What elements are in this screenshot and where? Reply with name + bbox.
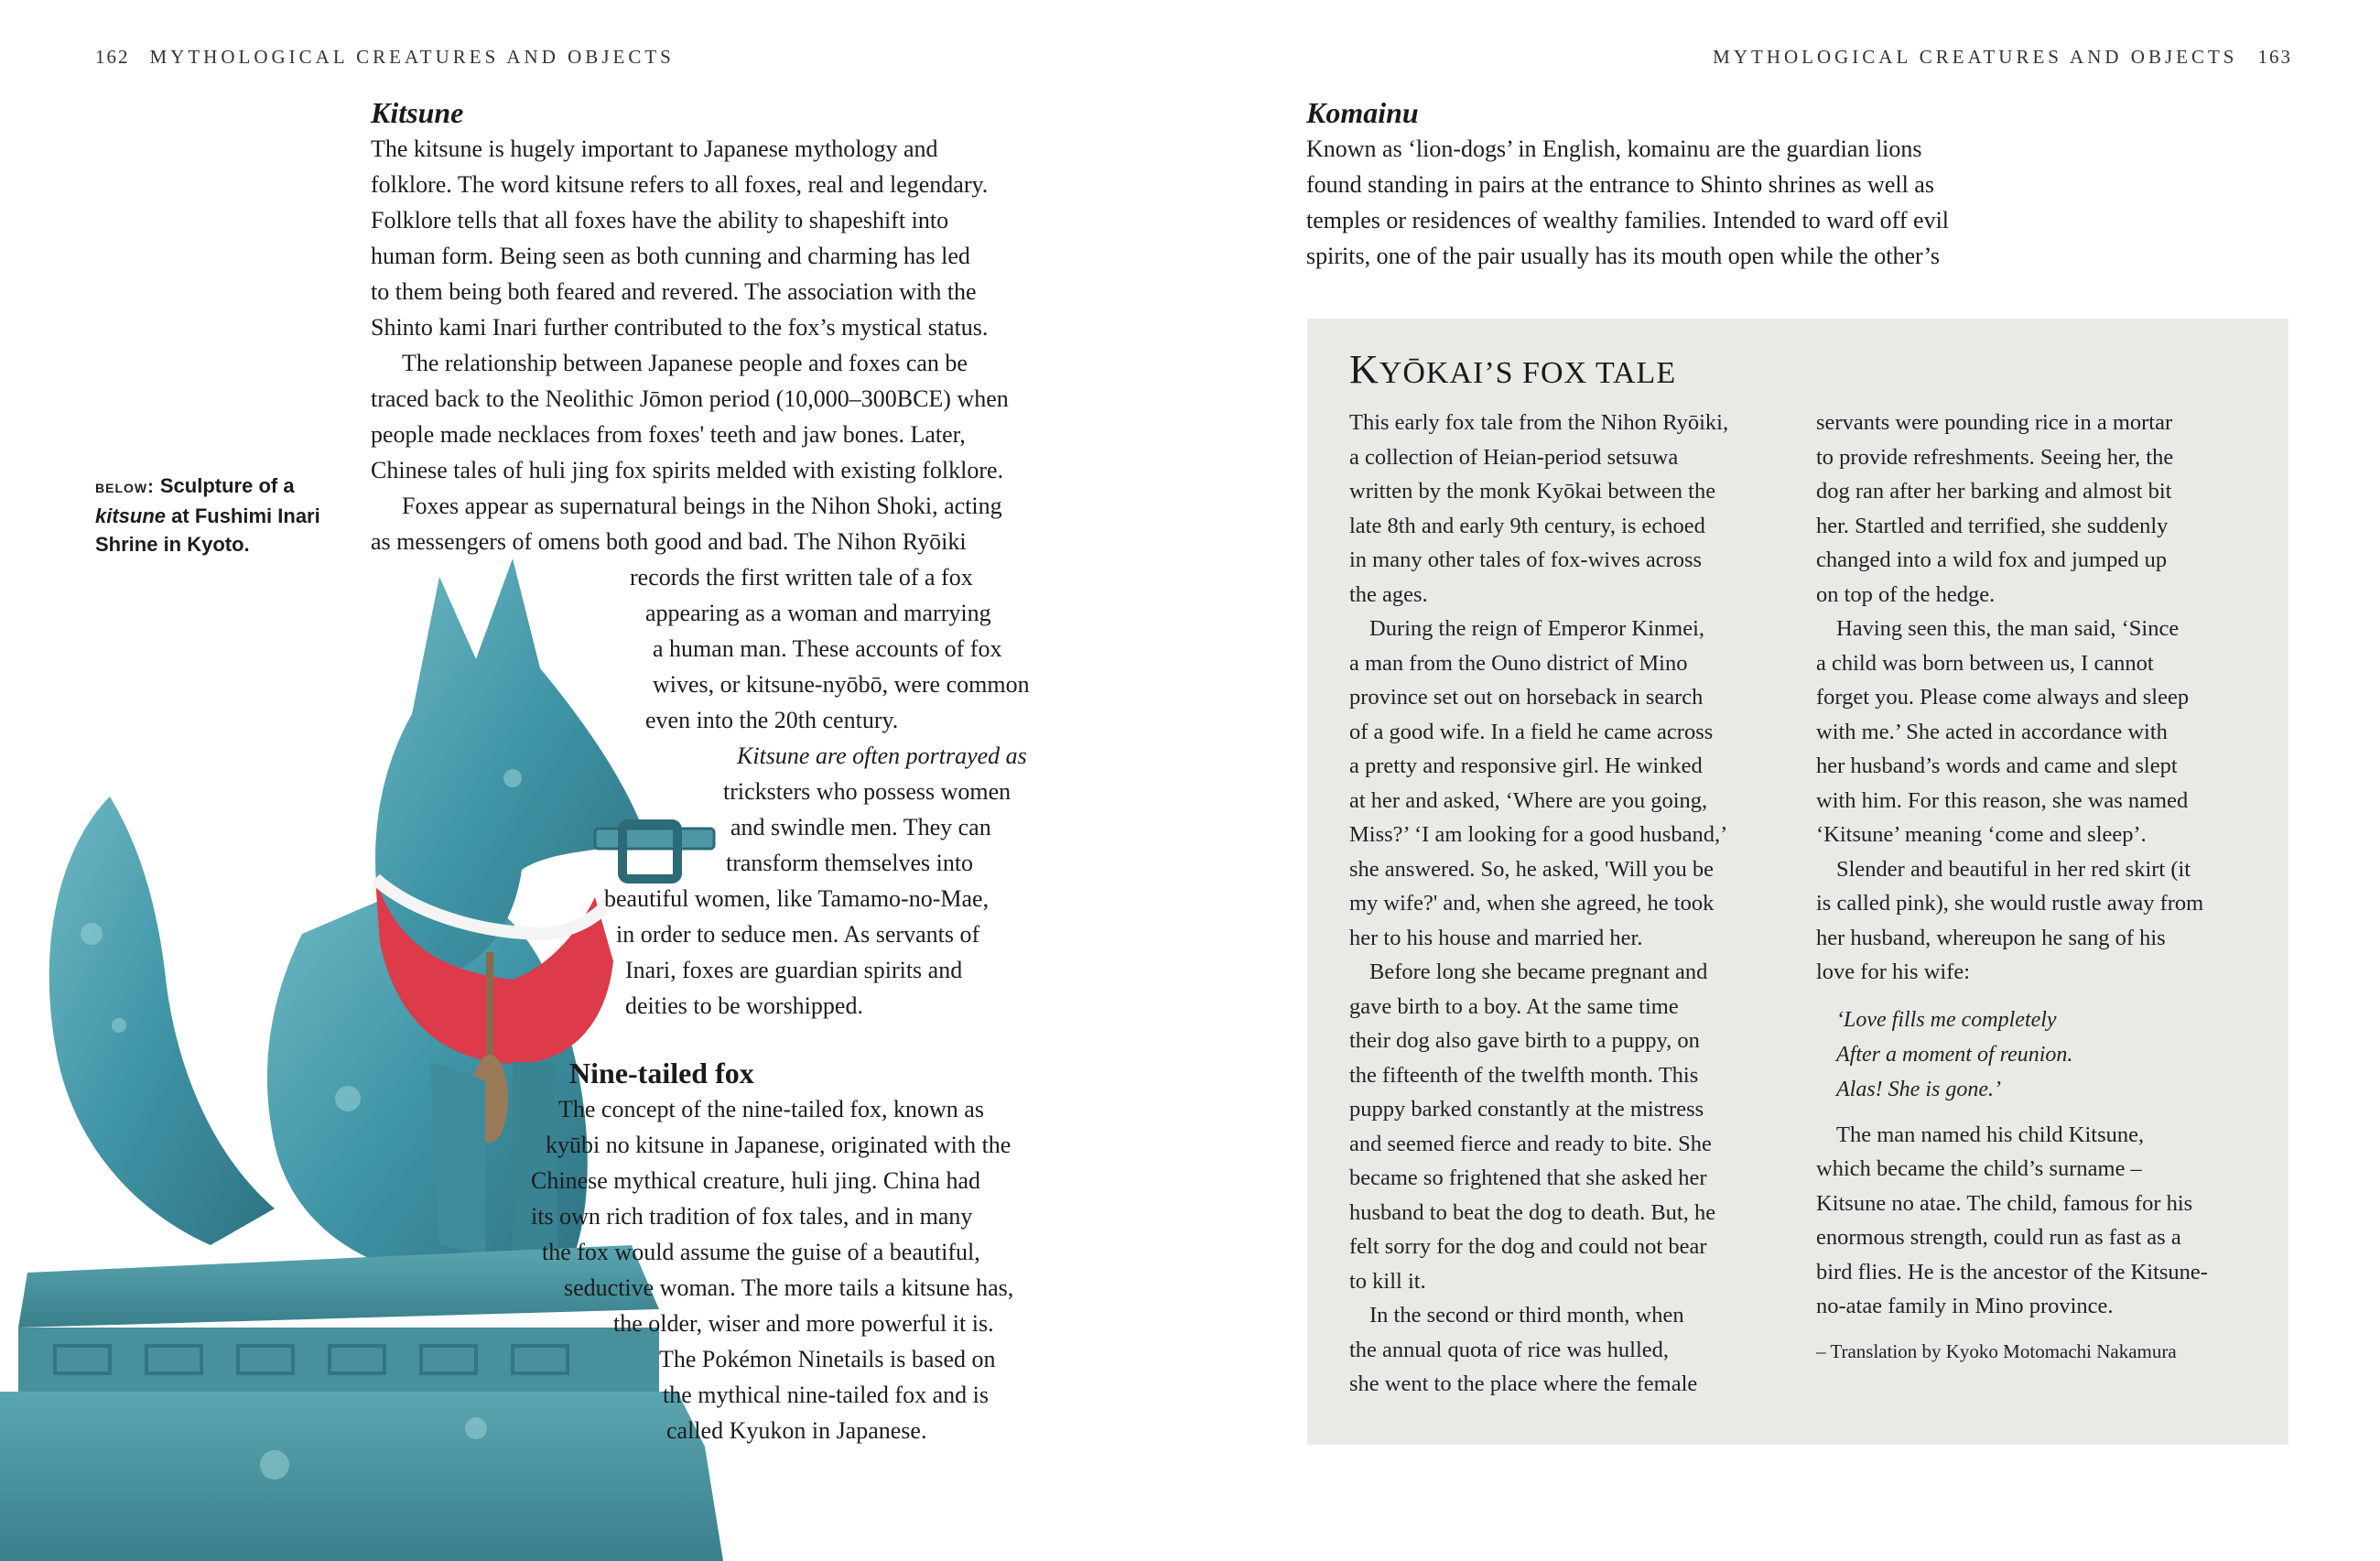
running-head-left (95, 46, 675, 69)
translation-credit: – Translation by Kyoko Motomachi Nakamura (1816, 1339, 2177, 1362)
kitsune-body: The kitsune is hugely important to Japanese mythology and folklore. The word kitsune refers to all foxes, real and legendary. Folklore tells that all foxes have the ability to shapeshift into human form. Being seen as both cunning and charming has led to them being both feared and revered. The association with the Shinto kami Inari further contributed to the fox’s mystical status. The relationship between Japanese people and foxes can be traced back to the Neolithic Jōmon period (10,000–300BCE) when people made necklaces from foxes' teeth and jaw bones. Later, Chinese tales of huli jing fox spirits melded with existing folklore. Foxes appear as supernatural beings in the Nihon Shoki, acting as messengers of omens both good and bad. The Nihon Ryōiki records the first written tale of a fox appearing as a woman and marrying a human man. These accounts of fox wives, or kitsune-nyōbō, were common even into the 20th century. Kitsune are often portrayed as tricksters who possess women and swindle men. They can transform themselves into beautiful women, like Tamamo-no-Mae, in order to seduce men. As servants of Inari, foxes are guardian spirits and deities to be worshipped. (371, 136, 1030, 1019)
page-number-left: 162 (95, 46, 130, 68)
nine-tailed-fox-heading: Nine-tailed fox (569, 1057, 754, 1089)
kitsune-heading: Kitsune (371, 96, 464, 129)
running-head-right (1713, 46, 2292, 69)
running-title-left: MYTHOLOGICAL CREATURES AND OBJECTS (149, 46, 675, 68)
nine-tailed-fox-body: The concept of the nine-tailed fox, known as kyūbi no kitsune in Japanese, originated with the Chinese mythical creature, huli jing. China had its own rich tradition of fox tales, and in many the fox would assume the guise of a beautiful, seductive woman. The more tails a kitsune has, the older, wiser and more powerful it is. The Pokémon Ninetails is based on the mythical nine-tailed fox and is called Kyukon in Japanese. (531, 1096, 1014, 1444)
figure-caption: below: Sculpture of a kitsune at Fushimi Inari Shrine in Kyoto. (95, 474, 320, 556)
nine-tailed-fox-section (531, 1055, 1098, 1448)
sidebar-column-right: servants were pounding rice in a mortar to provide refreshments. Seeing her, the dog ran after her barking and almost bit her. Startled and terrified, she suddenly changed into a wild fox and jumped up on top of the hedge. Having seen this, the man said, ‘Since a child was born between us, I cannot forget you. Please come always and sleep with me.’ She acted in accordance with her husband’s words and came and slept with him. For this reason, she was named ‘Kitsune’ meaning ‘come and sleep’. Slender and beautiful in her red skirt (it is called pink), she would rustle away from her husband, whereupon he sang of his love for his wife: ‘Love fills me completely After a moment of reunion. Alas! She is gone.’ The man named his child Kitsune, which became the child’s surname – Kitsune no atae. The child, famous for his enormous strength, could run as fast as a bird flies. He is the ancestor of the Kitsune- no-atae family in Mino province. – Translation by Kyoko Motomachi Nakamura (1816, 406, 2274, 1368)
poem-verse: ‘Love fills me completely After a moment of reunion. Alas! She is gone.’ (1836, 1007, 2073, 1101)
komainu-section (1306, 94, 2057, 274)
sidebar-column-left: This early fox tale from the Nihon Ryōiki, a collection of Heian-period setsuwa written by the monk Kyōkai between the late 8th and early 9th century, is echoed in many other tales of fox-wives across the ages. During the reign of Emperor Kinmei, a man from the Ouno district of Mino province set out on horseback in search of a good wife. In a field he came across a pretty and responsive girl. He winked at her and asked, ‘Where are you going, Miss?’ ‘I am looking for a good husband,’ she answered. So, he asked, 'Will you be my wife?' and, when she agreed, he took her to his house and married her. Before long she became pregnant and gave birth to a boy. At the same time their dog also gave birth to a puppy, on the fifteenth of the twelfth month. This puppy barked constantly at the mistress and seemed fierce and ready to bite. She became so frightened that she asked her husband to beat the dog to death. But, he felt sorry for the dog and could not bear to kill it. In the second or third month, when the annual quota of rice was hulled, she went to the place where the female (1349, 410, 1729, 1396)
komainu-body: Known as ‘lion-dogs’ in English, komainu are the guardian lions found standing in pairs at the entrance to Shinto shrines as well as temples or residences of wealthy families. Intended to ward off evil spirits, one of the pair usually has its mouth open while the other’s (1306, 136, 1950, 269)
sidebar-title: KYŌKAI’S FOX TALE (1349, 347, 1677, 392)
fox-tale-sidebar (1307, 319, 2288, 1445)
caption-lead: below: (95, 477, 155, 497)
running-title-right: MYTHOLOGICAL CREATURES AND OBJECTS (1713, 46, 2238, 68)
komainu-heading: Komainu (1306, 96, 1419, 129)
kitsune-section (371, 94, 1085, 1024)
page-number-right: 163 (2257, 46, 2292, 68)
